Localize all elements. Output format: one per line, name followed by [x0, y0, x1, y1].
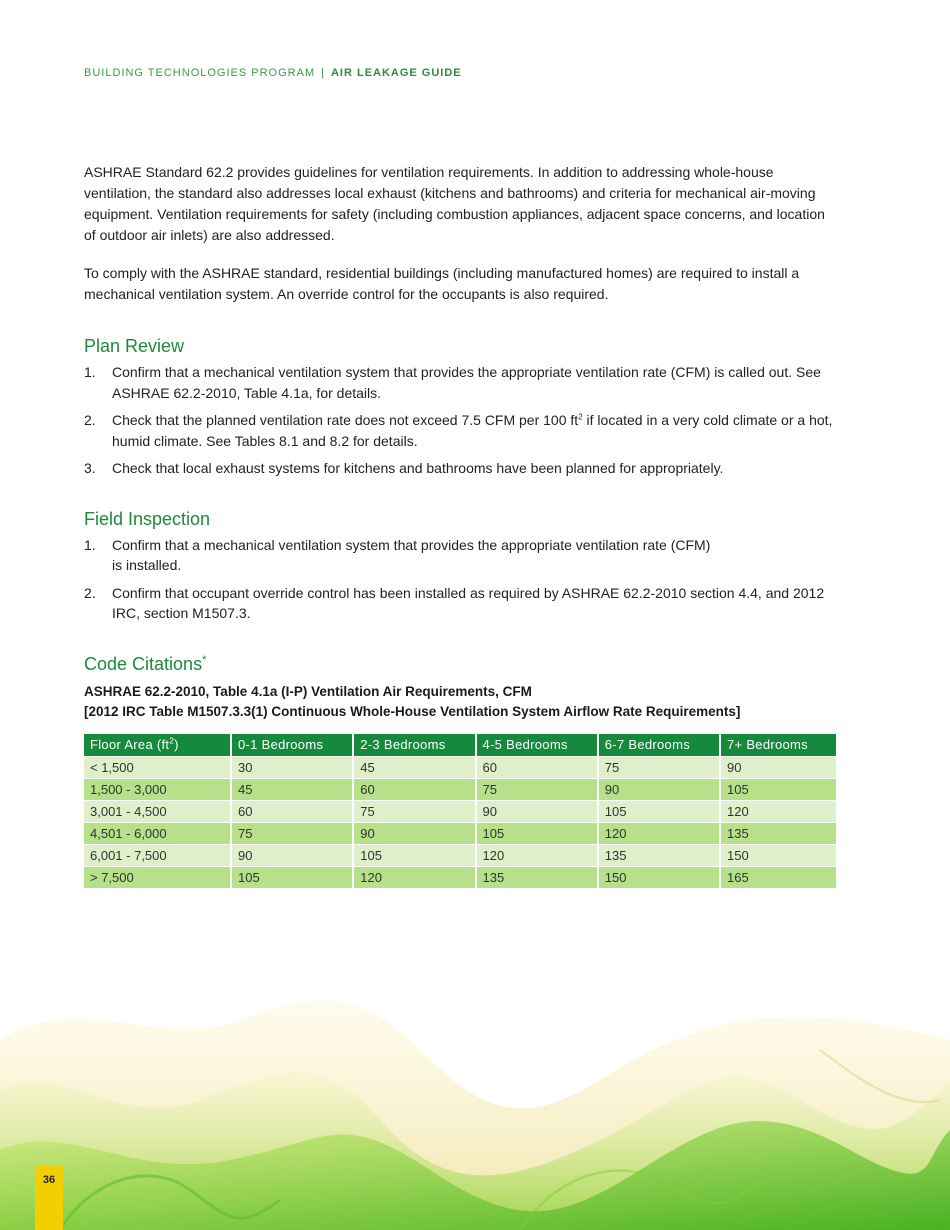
list-item [84, 535, 836, 576]
table-cell: 90 [721, 757, 836, 778]
column-header: 6-7 Bedrooms [599, 734, 719, 756]
column-header: 7+ Bedrooms [721, 734, 836, 756]
list-item-text-part: if located in a very cold climate or a hot, humid climate. See Tables 8.1 and 8.2 for details. [112, 412, 833, 449]
green-smoke-illustration [0, 930, 950, 1230]
list-item-text-part: Confirm that a mechanical ventilation system that provides the appropriate ventilation rate (CFM) [112, 536, 711, 553]
superscript: 2 [169, 736, 175, 746]
table-cell: 90 [354, 823, 474, 844]
table-cell: 45 [232, 779, 352, 800]
table-row [84, 757, 836, 778]
intro-paragraph-2: To comply with the ASHRAE standard, residential buildings (including manufactured homes) are required to install a mechanical ventilation system. An override control for the occupants is also required. [84, 265, 800, 302]
table-row [84, 867, 836, 888]
table-caption-line-1: ASHRAE 62.2-2010, Table 4.1a (I-P) Ventilation Air Requirements, CFM [84, 683, 532, 699]
table-cell: 75 [477, 779, 597, 800]
table-row [84, 779, 836, 800]
table-cell: 150 [721, 845, 836, 866]
list-item-text: Check that local exhaust systems for kitchens and bathrooms have been planned for appropriately. [112, 460, 724, 476]
header-program: BUILDING TECHNOLOGIES PROGRAM [84, 67, 316, 79]
table-cell: 90 [477, 801, 597, 822]
list-item [84, 583, 836, 624]
table-cell: 4,501 - 6,000 [84, 823, 230, 844]
column-header: 4-5 Bedrooms [477, 734, 597, 756]
list-item-text [112, 535, 836, 576]
running-header [84, 67, 462, 79]
table-caption [84, 682, 836, 722]
list-item-number: 3. [84, 460, 96, 476]
table-cell: 3,001 - 4,500 [84, 801, 230, 822]
table-cell: 120 [721, 801, 836, 822]
table-cell: 60 [477, 757, 597, 778]
list-item [84, 410, 836, 451]
list-item-number: 1. [84, 536, 96, 553]
ventilation-requirements-table [82, 733, 838, 889]
table-cell: > 7,500 [84, 867, 230, 888]
table-cell: 105 [477, 823, 597, 844]
table-cell: 165 [721, 867, 836, 888]
table-cell: 135 [599, 845, 719, 866]
superscript: 2 [578, 412, 583, 422]
intro-paragraph-1: ASHRAE Standard 62.2 provides guidelines for ventilation requirements. In addition to addressing whole-house ventilation, the standard also addresses local exhaust (kitchens and bathrooms) and criteria for mechanical air-moving equipment. Ventilation requirements for safety (including combustion appliances, adjacent space concerns, and location of outdoor air inlets) are also addressed. [84, 164, 825, 243]
page-number-tab [35, 1165, 63, 1230]
table-cell: 75 [599, 757, 719, 778]
table-cell: 6,001 - 7,500 [84, 845, 230, 866]
column-header: 2-3 Bedrooms [354, 734, 474, 756]
code-citations-heading [84, 652, 836, 676]
column-header-text: Floor Area (ft [90, 737, 170, 752]
list-item-text: Confirm that occupant override control has been installed as required by ASHRAE 62.2-2010 section 4.4, and 2012 IRC, section M1507.3. [112, 584, 825, 621]
code-citations-title: Code Citations [84, 653, 203, 674]
list-item-text: Confirm that a mechanical ventilation system that provides the appropriate ventilation rate (CFM) is called out. See ASHRAE 62.2-2010, Table 4.1a, for details. [112, 364, 821, 401]
table-cell: 105 [599, 801, 719, 822]
header-guide-title: AIR LEAKAGE GUIDE [330, 67, 462, 79]
table-cell: 135 [477, 867, 597, 888]
table-cell: 90 [232, 845, 352, 866]
list-item-number: 1. [84, 364, 96, 380]
table-row [84, 845, 836, 866]
list-item-text-part: Check that the planned ventilation rate does not exceed 7.5 CFM per 100 ft [112, 412, 579, 428]
table-cell: 1,500 - 3,000 [84, 779, 230, 800]
table-cell: 75 [354, 801, 474, 822]
table-cell: 30 [232, 757, 352, 778]
list-item [84, 362, 836, 403]
list-item-number: 2. [84, 412, 96, 428]
page-number: 36 [42, 1174, 56, 1186]
plan-review-heading: Plan Review [84, 336, 185, 356]
list-item-text-part: is installed. [112, 557, 182, 573]
table-cell: 120 [599, 823, 719, 844]
table-cell: 90 [599, 779, 719, 800]
table-cell: 60 [354, 779, 474, 800]
table-cell: < 1,500 [84, 757, 230, 778]
list-item [84, 458, 836, 479]
table-cell: 135 [721, 823, 836, 844]
table-cell: 120 [477, 845, 597, 866]
plan-review-list [84, 362, 836, 479]
table-cell: 105 [721, 779, 836, 800]
table-cell: 120 [354, 867, 474, 888]
field-inspection-heading: Field Inspection [84, 508, 211, 529]
page-content [84, 162, 836, 889]
list-item-number: 2. [84, 584, 96, 601]
column-header: 0-1 Bedrooms [232, 734, 352, 756]
column-header-floor-area [84, 734, 230, 756]
footnote-mark: * [202, 653, 207, 666]
table-cell: 105 [232, 867, 352, 888]
table-cell: 105 [354, 845, 474, 866]
field-inspection-list [84, 535, 836, 624]
table-cell: 75 [232, 823, 352, 844]
header-separator: | [321, 67, 325, 79]
table-caption-line-2: [2012 IRC Table M1507.3.3(1) Continuous Whole-House Ventilation System Airflow Rate Requirements] [84, 703, 741, 719]
table-cell: 150 [599, 867, 719, 888]
list-item-text [112, 410, 836, 451]
table-cell: 60 [232, 801, 352, 822]
table-header-row [84, 734, 836, 756]
column-header-text: ) [174, 737, 179, 752]
table-row [84, 823, 836, 844]
table-row [84, 801, 836, 822]
table-cell: 45 [354, 757, 474, 778]
